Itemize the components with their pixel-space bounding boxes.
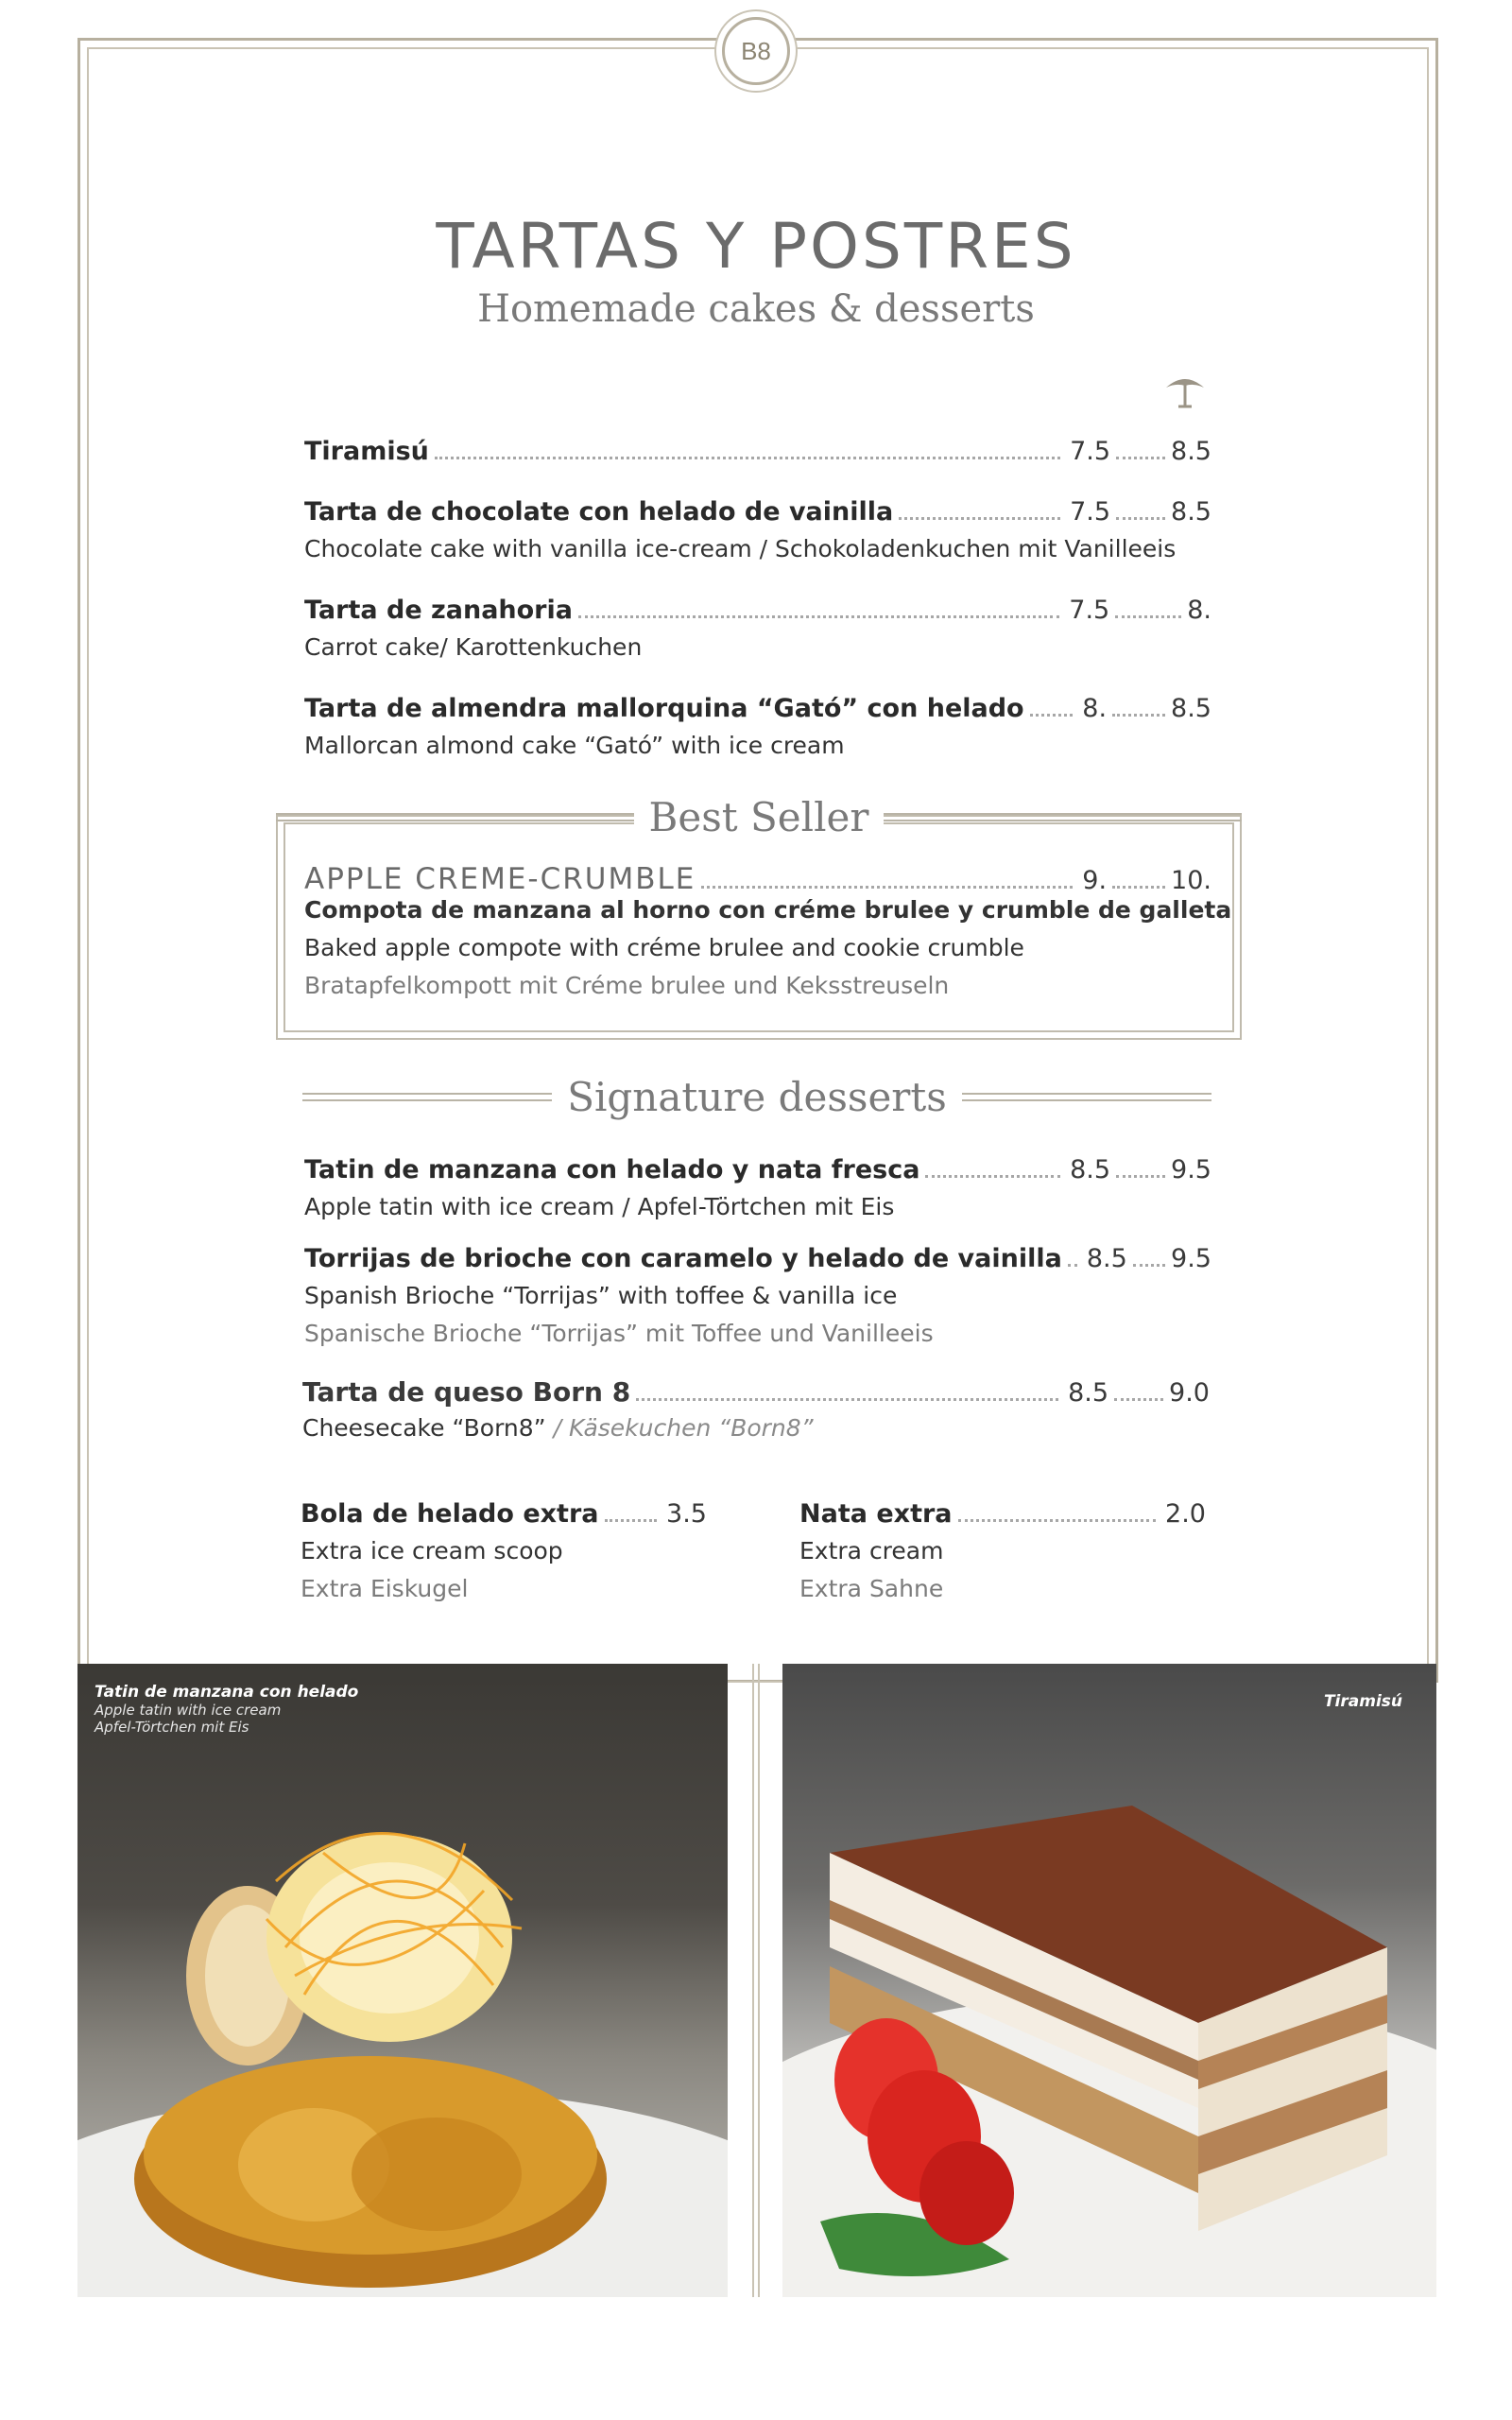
best-seller-description-de: Bratapfelkompott mit Créme brulee und Keksstreuseln: [304, 972, 950, 999]
item-name: Tiramisú: [304, 437, 429, 466]
dot-leader: [1116, 517, 1165, 520]
dot-leader: [1112, 714, 1165, 717]
item-name: Tarta de chocolate con helado de vainilla: [304, 497, 894, 527]
dot-leader: [636, 1398, 1058, 1401]
menu-item: [304, 694, 1211, 723]
dot-leader: [605, 1519, 658, 1522]
caption-title: Tiramisú: [1323, 1692, 1402, 1711]
menu-item: [304, 1155, 1211, 1184]
item-description: Apple tatin with ice cream / Apfel-Törtchen mit Eis: [304, 1193, 895, 1220]
best-seller-name: APPLE CREME-CRUMBLE: [304, 862, 696, 896]
item-price-large: 9.5: [1171, 1244, 1211, 1273]
menu-item: [302, 1376, 1210, 1408]
dot-leader: [1112, 886, 1165, 889]
best-seller-price-small: 9.: [1082, 866, 1108, 895]
dot-leader: [958, 1519, 1157, 1522]
tiramisu-illustration: [782, 1664, 1436, 2297]
photo-tiramisu: [782, 1664, 1436, 2297]
best-seller-subname: Compota de manzana al horno con créme brulee y crumble de galleta: [304, 896, 1232, 924]
signature-heading: [302, 1074, 1211, 1120]
tatin-illustration: [77, 1664, 728, 2297]
item-price-large: 8.: [1187, 596, 1211, 625]
menu-item: [304, 596, 1211, 625]
item-description-de: Spanische Brioche “Torrijas” mit Toffee und Vanilleeis: [304, 1320, 934, 1347]
item-description-en: Cheesecake “Born8”: [302, 1414, 546, 1442]
item-price-small: 7.5: [1070, 497, 1111, 527]
best-seller-label: Best Seller: [634, 794, 885, 840]
item-description: Mallorcan almond cake “Gató” with ice cream: [304, 732, 845, 759]
umbrella-icon: [1164, 371, 1206, 408]
heading-rule-left: [302, 1093, 552, 1101]
best-seller-description-en: Baked apple compote with créme brulee and cookie crumble: [304, 934, 1024, 961]
item-name: Tarta de almendra mallorquina “Gató” con helado: [304, 694, 1024, 723]
item-name: Tarta de queso Born 8: [302, 1376, 631, 1408]
extra-name: Bola de helado extra: [301, 1499, 599, 1529]
item-name: Tarta de zanahoria: [304, 596, 573, 625]
dot-leader: [435, 457, 1060, 459]
item-name: Torrijas de brioche con caramelo y helado de vainilla: [304, 1244, 1062, 1273]
item-price-small: 8.5: [1068, 1378, 1109, 1408]
dot-leader: [1115, 615, 1181, 618]
menu-item: [304, 497, 1211, 527]
item-price-small: 7.5: [1070, 437, 1111, 466]
dot-leader: [701, 886, 1073, 889]
item-price-large: 8.5: [1171, 437, 1211, 466]
menu-item: [304, 437, 1211, 466]
item-price-large: 9.0: [1169, 1378, 1210, 1408]
item-price-large: 8.5: [1171, 497, 1211, 527]
best-seller-item: [304, 862, 1211, 896]
item-description-en: Spanish Brioche “Torrijas” with toffee & vanilla ice: [304, 1282, 898, 1309]
heading-rule-right: [962, 1093, 1211, 1101]
item-price-small: 8.5: [1086, 1244, 1127, 1273]
page-title: TARTAS Y POSTRES: [436, 210, 1076, 283]
item-name: Tatin de manzana con helado y nata fresca: [304, 1155, 920, 1184]
heading-rule-right: [884, 813, 1242, 821]
best-seller-box-inner: [284, 822, 1234, 1032]
dot-leader: [1068, 1264, 1077, 1267]
extra-description-de: Extra Eiskugel: [301, 1575, 469, 1602]
photo-caption-right: [1324, 1692, 1402, 1711]
dot-leader: [578, 615, 1059, 618]
extra-description-en: Extra cream: [799, 1537, 944, 1564]
dot-leader: [1116, 457, 1165, 459]
extra-price: 2.0: [1165, 1499, 1206, 1529]
page-badge: B8: [722, 17, 790, 85]
signature-label: Signature desserts: [567, 1074, 947, 1120]
extra-description-en: Extra ice cream scoop: [301, 1537, 563, 1564]
photo-caption-left: [94, 1683, 358, 1736]
menu-item: [304, 1244, 1211, 1273]
caption-title: Tatin de manzana con helado: [94, 1683, 359, 1702]
item-description: Carrot cake/ Karottenkuchen: [304, 633, 643, 661]
page-subtitle: Homemade cakes & desserts: [477, 287, 1035, 331]
best-seller-heading: [276, 794, 1242, 840]
item-price-large: 9.5: [1171, 1155, 1211, 1184]
extra-name: Nata extra: [799, 1499, 953, 1529]
dot-leader: [899, 517, 1060, 520]
extra-item: [799, 1499, 1206, 1529]
dot-leader: [1114, 1398, 1163, 1401]
item-description-de: / Käsekuchen “Born8”: [545, 1414, 814, 1442]
dot-leader: [1133, 1264, 1165, 1267]
caption-line-en: Apple tatin with ice cream: [94, 1702, 282, 1719]
extra-price: 3.5: [666, 1499, 707, 1529]
item-price-small: 7.5: [1069, 596, 1110, 625]
dot-leader: [1030, 714, 1074, 717]
dot-leader: [1116, 1175, 1165, 1178]
photo-tatin: [77, 1664, 728, 2297]
item-price-large: 8.5: [1171, 694, 1211, 723]
best-seller-price-large: 10.: [1171, 866, 1211, 895]
dot-leader: [925, 1175, 1060, 1178]
item-description: [302, 1414, 814, 1442]
extra-item: [301, 1499, 707, 1529]
photo-divider: [752, 1664, 760, 2297]
extra-description-de: Extra Sahne: [799, 1575, 944, 1602]
item-description: Chocolate cake with vanilla ice-cream / Schokoladenkuchen mit Vanilleeis: [304, 535, 1177, 562]
item-price-small: 8.5: [1070, 1155, 1111, 1184]
caption-line-de: Apfel-Törtchen mit Eis: [94, 1719, 249, 1736]
item-price-small: 8.: [1082, 694, 1108, 723]
heading-rule-left: [276, 813, 634, 821]
